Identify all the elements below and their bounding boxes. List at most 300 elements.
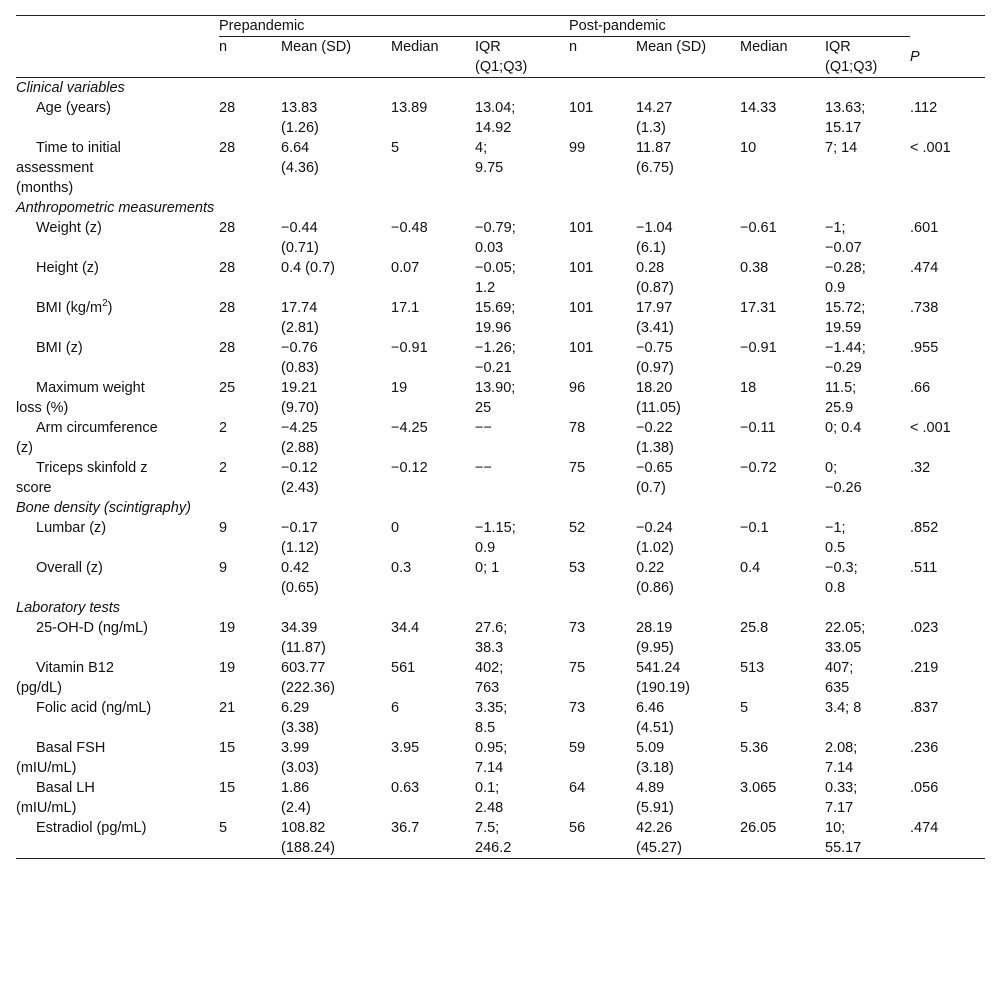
header-col-p: P [910,48,920,65]
cell-line: 17.74 [281,300,318,316]
section-header [16,598,985,618]
cell-iqr-pre [475,778,569,818]
cell-line: 19.96 [475,320,512,336]
cell-line: 56 [569,820,586,836]
cell-n-pre [219,138,281,198]
cell-iqr-pre [475,298,569,338]
cell-line: 5 [219,820,228,836]
cell-n-post [569,258,636,298]
cell-line: 34.4 [391,620,420,636]
cell-line: 0.9 [825,280,846,296]
cell-iqr-post [825,618,910,658]
cell-mean-pre [281,218,391,258]
cell-line: 15.17 [825,120,862,136]
cell-line: (3.41) [636,320,674,336]
cell-p-value [910,658,985,698]
header-row-columns [16,37,985,78]
cell-line: 3.4; 8 [825,700,862,716]
cell-line: −− [475,460,492,476]
cell-line: 75 [569,460,586,476]
cell-n-post [569,658,636,698]
cell-line: 28 [219,220,236,236]
cell-iqr-post [825,778,910,818]
row-label-line: Basal FSH [36,740,106,756]
cell-iqr-post [825,458,910,498]
table-row [16,618,985,658]
cell-line: 0.95; [475,740,508,756]
cell-line: −0.22 [636,420,673,436]
cell-n-post [569,698,636,738]
cell-line: 15 [219,780,236,796]
cell-n-post [569,298,636,338]
cell-line: .236 [910,740,939,756]
row-label [16,698,219,738]
cell-line: 14.33 [740,100,777,116]
cell-p-value [910,98,985,138]
cell-line: .474 [910,260,939,276]
cell-line: 14.27 [636,100,673,116]
cell-line: 1.2 [475,280,496,296]
cell-p-value [910,298,985,338]
row-label [16,518,219,558]
cell-line: −0.61 [740,220,777,236]
cell-line: −− [475,420,492,436]
cell-line: 635 [825,680,850,696]
row-label-line: (pg/dL) [16,680,62,696]
cell-line: 6.29 [281,700,310,716]
table-row [16,98,985,138]
header-col-mean-post: Mean (SD) [636,39,707,55]
cell-n-post [569,338,636,378]
cell-line: 101 [569,260,594,276]
cell-mean-pre [281,418,391,458]
cell-line: 78 [569,420,586,436]
cell-line: 0.42 [281,560,310,576]
row-label-line: BMI $(kg/m^2)$ [36,298,113,316]
cell-mean-pre [281,378,391,418]
row-label-line: Age (years) [36,100,111,116]
cell-line: .112 [910,100,938,116]
cell-line: (2.43) [281,480,319,496]
cell-mean-post [636,98,740,138]
cell-mean-post [636,698,740,738]
section-title: Bone density (scintigraphy) [16,500,191,516]
cell-line: 52 [569,520,586,536]
row-label [16,778,219,818]
header-col-n-pre: n [219,39,228,55]
cell-mean-pre [281,458,391,498]
cell-p-value [910,338,985,378]
cell-line: .837 [910,700,939,716]
cell-line: (1.3) [636,120,666,136]
cell-iqr-pre [475,618,569,658]
cell-mean-pre [281,298,391,338]
cell-iqr-post [825,378,910,418]
cell-line: 28 [219,140,236,156]
cell-line: 17.31 [740,300,777,316]
cell-line: 1.86 [281,780,310,796]
table-row [16,518,985,558]
cell-line: −0.17 [281,520,318,536]
row-label-line: Basal LH [36,780,95,796]
cell-line: 0.07 [391,260,420,276]
cell-line: (0.83) [281,360,319,376]
cell-n-pre [219,518,281,558]
row-label-line: Height (z) [36,260,99,276]
cell-mean-post [636,378,740,418]
cell-line: 7; 14 [825,140,858,156]
cell-line: (0.87) [636,280,674,296]
cell-line: −0.72 [740,460,777,476]
cell-n-pre [219,458,281,498]
cell-line: 0.38 [740,260,769,276]
cell-line: 6.64 [281,140,310,156]
cell-mean-post [636,418,740,458]
cell-line: 3.35; [475,700,508,716]
cell-line: 0.5 [825,540,846,556]
cell-median-post [740,138,825,198]
cell-line: 2 [219,420,228,436]
cell-mean-post [636,658,740,698]
cell-line: 15 [219,740,236,756]
cell-line: .601 [910,220,939,236]
cell-median-pre [391,138,475,198]
row-label-line: Vitamin B12 [36,660,114,676]
cell-median-post [740,458,825,498]
cell-iqr-pre [475,458,569,498]
cell-median-pre [391,218,475,258]
cell-p-value [910,698,985,738]
cell-line: (188.24) [281,840,336,856]
cell-n-post [569,618,636,658]
cell-line: 101 [569,100,594,116]
cell-line: −0.12 [281,460,318,476]
cell-iqr-pre [475,258,569,298]
header-col-n-post: n [569,39,578,55]
cell-line: −0.21 [475,360,512,376]
cell-line: 22.05; [825,620,866,636]
cell-line: 59 [569,740,586,756]
cell-median-pre [391,418,475,458]
row-label-line: 25-OH-D (ng/mL) [36,620,148,636]
table-body [16,16,985,859]
cell-line: (2.4) [281,800,311,816]
cell-line: .219 [910,660,939,676]
cell-line: 33.05 [825,640,862,656]
cell-n-pre [219,818,281,859]
row-label-line: (mIU/mL) [16,760,77,776]
cell-line: 0.8 [825,580,846,596]
cell-line: 407; [825,660,854,676]
cell-line: 75 [569,660,586,676]
row-label-line: Lumbar (z) [36,520,107,536]
cell-line: 4.89 [636,780,665,796]
row-label [16,818,219,859]
cell-n-pre [219,558,281,598]
section-header [16,498,985,518]
row-label-line: score [16,480,52,496]
row-label [16,378,219,418]
table-row [16,778,985,818]
cell-iqr-post [825,218,910,258]
cell-line: (45.27) [636,840,682,856]
cell-line: < .001 [910,420,951,436]
cell-median-pre [391,338,475,378]
cell-line: −0.07 [825,240,862,256]
cell-line: 13.89 [391,100,428,116]
cell-n-pre [219,298,281,338]
cell-line: (190.19) [636,680,691,696]
cell-line: 8.5 [475,720,496,736]
cell-iqr-post [825,558,910,598]
cell-line: −0.91 [740,340,777,356]
cell-line: 246.2 [475,840,512,856]
cell-line: 0 [391,520,400,536]
cell-line: (0.86) [636,580,674,596]
cell-line: 603.77 [281,660,326,676]
cell-line: 28.19 [636,620,673,636]
cell-line: −1.04 [636,220,673,236]
cell-mean-post [636,778,740,818]
cell-line: −0.05; [475,260,516,276]
cell-line: 3.065 [740,780,777,796]
cell-line: (4.51) [636,720,674,736]
section-title: Anthropometric measurements [16,200,215,216]
cell-median-post [740,98,825,138]
cell-n-pre [219,778,281,818]
cell-line: (5.91) [636,800,674,816]
cell-median-post [740,338,825,378]
cell-line: 10 [740,140,757,156]
cell-n-pre [219,218,281,258]
cell-line: 28 [219,260,236,276]
row-label-line: Overall (z) [36,560,103,576]
cell-line: 15.69; [475,300,516,316]
cell-p-value [910,258,985,298]
cell-line: 42.26 [636,820,673,836]
cell-line: 17.1 [391,300,420,316]
row-label [16,738,219,778]
cell-line: 11.87 [636,140,672,156]
cell-median-post [740,218,825,258]
table-row [16,338,985,378]
cell-iqr-post [825,338,910,378]
cell-line: 3.99 [281,740,310,756]
cell-line: 26.05 [740,820,777,836]
cell-line: 28 [219,100,236,116]
cell-mean-pre [281,258,391,298]
cell-iqr-pre [475,418,569,458]
cell-line: 2.08; [825,740,858,756]
cell-line: 13.90; [475,380,516,396]
cell-iqr-pre [475,378,569,418]
cell-line: (3.18) [636,760,674,776]
table-row [16,298,985,338]
cell-iqr-post [825,418,910,458]
row-label [16,418,219,458]
table-row [16,378,985,418]
section-header [16,198,985,218]
cell-line: .852 [910,520,939,536]
cell-line: 13.04; [475,100,516,116]
row-label-line: Time to initial [36,140,121,156]
cell-n-pre [219,618,281,658]
cell-line: .056 [910,780,939,796]
cell-line: 25.8 [740,620,769,636]
cell-n-pre [219,338,281,378]
cell-n-post [569,458,636,498]
cell-line: 21 [219,700,236,716]
cell-iqr-post [825,298,910,338]
cell-line: (9.70) [281,400,319,416]
cell-median-pre [391,98,475,138]
cell-median-pre [391,458,475,498]
cell-n-post [569,518,636,558]
header-blank-p [910,16,985,37]
cell-iqr-pre [475,698,569,738]
cell-line: 7.17 [825,800,854,816]
cell-line: .955 [910,340,939,356]
header-prepandemic: Prepandemic [219,16,569,37]
cell-line: 25.9 [825,400,854,416]
cell-n-post [569,738,636,778]
cell-p-value [910,738,985,778]
cell-line: 0; 1 [475,560,500,576]
cell-iqr-post [825,818,910,859]
row-label-line: Estradiol (pg/mL) [36,820,147,836]
cell-median-post [740,698,825,738]
cell-line: 561 [391,660,416,676]
cell-line: (11.87) [281,640,326,656]
cell-line: 7.5; [475,820,500,836]
cell-p-value [910,818,985,859]
cell-line: 17.97 [636,300,673,316]
iqr-line1-post: IQR [825,39,851,55]
cell-line: 25 [475,400,492,416]
cell-line: 19 [219,620,236,636]
cell-mean-pre [281,558,391,598]
cell-iqr-post [825,518,910,558]
cell-median-pre [391,738,475,778]
cell-line: −0.48 [391,220,428,236]
cell-line: 5.09 [636,740,665,756]
cell-p-value [910,618,985,658]
cell-n-pre [219,738,281,778]
cell-line: 101 [569,300,594,316]
cell-line: 27.6; [475,620,508,636]
cell-line: (1.38) [636,440,674,456]
cell-iqr-pre [475,658,569,698]
cell-line: .023 [910,620,939,636]
cell-line: 19 [391,380,408,396]
cell-line: 36.7 [391,820,420,836]
table-row [16,138,985,198]
cell-line: 2 [219,460,228,476]
row-label-line: (months) [16,180,74,196]
cell-line: 34.39 [281,620,318,636]
cell-n-pre [219,258,281,298]
cell-line: (9.95) [636,640,674,656]
cell-iqr-pre [475,558,569,598]
cell-median-pre [391,698,475,738]
cell-line: (11.05) [636,400,681,416]
cell-line: 0.28 [636,260,665,276]
cell-line: 55.17 [825,840,862,856]
cell-median-pre [391,658,475,698]
cell-line: 73 [569,700,586,716]
cell-median-post [740,658,825,698]
cell-line: −1; [825,520,846,536]
header-col-iqr-post [825,37,910,78]
cell-line: −4.25 [391,420,428,436]
cell-line: (2.81) [281,320,319,336]
cell-n-post [569,378,636,418]
cell-mean-pre [281,338,391,378]
cell-line: 101 [569,220,594,236]
cell-mean-pre [281,98,391,138]
section-header [16,78,985,99]
table-row [16,458,985,498]
cell-line: 18 [740,380,757,396]
cell-median-pre [391,298,475,338]
cell-n-pre [219,98,281,138]
cell-iqr-pre [475,518,569,558]
cell-line: (0.65) [281,580,319,596]
section-title: Laboratory tests [16,600,120,616]
cell-line: (3.03) [281,760,319,776]
cell-n-pre [219,698,281,738]
cell-line: 402; [475,660,504,676]
cell-line: −0.28; [825,260,866,276]
iqr-line2-post: (Q1;Q3) [825,59,878,75]
cell-line: .511 [910,560,938,576]
cell-line: −0.65 [636,460,673,476]
cell-median-pre [391,258,475,298]
cell-line: −0.79; [475,220,516,236]
cell-iqr-post [825,258,910,298]
cell-line: (2.88) [281,440,319,456]
cell-p-value [910,458,985,498]
cell-median-post [740,618,825,658]
iqr-line2: (Q1;Q3) [475,59,528,75]
cell-iqr-post [825,138,910,198]
cell-line: 28 [219,300,236,316]
cell-line: −0.76 [281,340,318,356]
header-blank [16,16,219,37]
cell-line: 28 [219,340,236,356]
table-row [16,258,985,298]
cell-line: 541.24 [636,660,681,676]
header-col-median-post: Median [740,39,788,55]
superscript-2: 2 [102,298,108,310]
cell-line: −1.26; [475,340,516,356]
cell-mean-pre [281,618,391,658]
cell-line: 64 [569,780,586,796]
cell-line: −0.26 [825,480,862,496]
cell-line: 0.4 [740,560,761,576]
cell-p-value [910,418,985,458]
cell-line: 7.14 [475,760,504,776]
cell-line: 6.46 [636,700,665,716]
cell-mean-pre [281,738,391,778]
cell-line: 101 [569,340,594,356]
cell-p-value [910,518,985,558]
table-row [16,698,985,738]
cell-mean-post [636,298,740,338]
cell-line: 25 [219,380,236,396]
cell-line: (1.26) [281,120,319,136]
cell-line: 15.72; [825,300,866,316]
